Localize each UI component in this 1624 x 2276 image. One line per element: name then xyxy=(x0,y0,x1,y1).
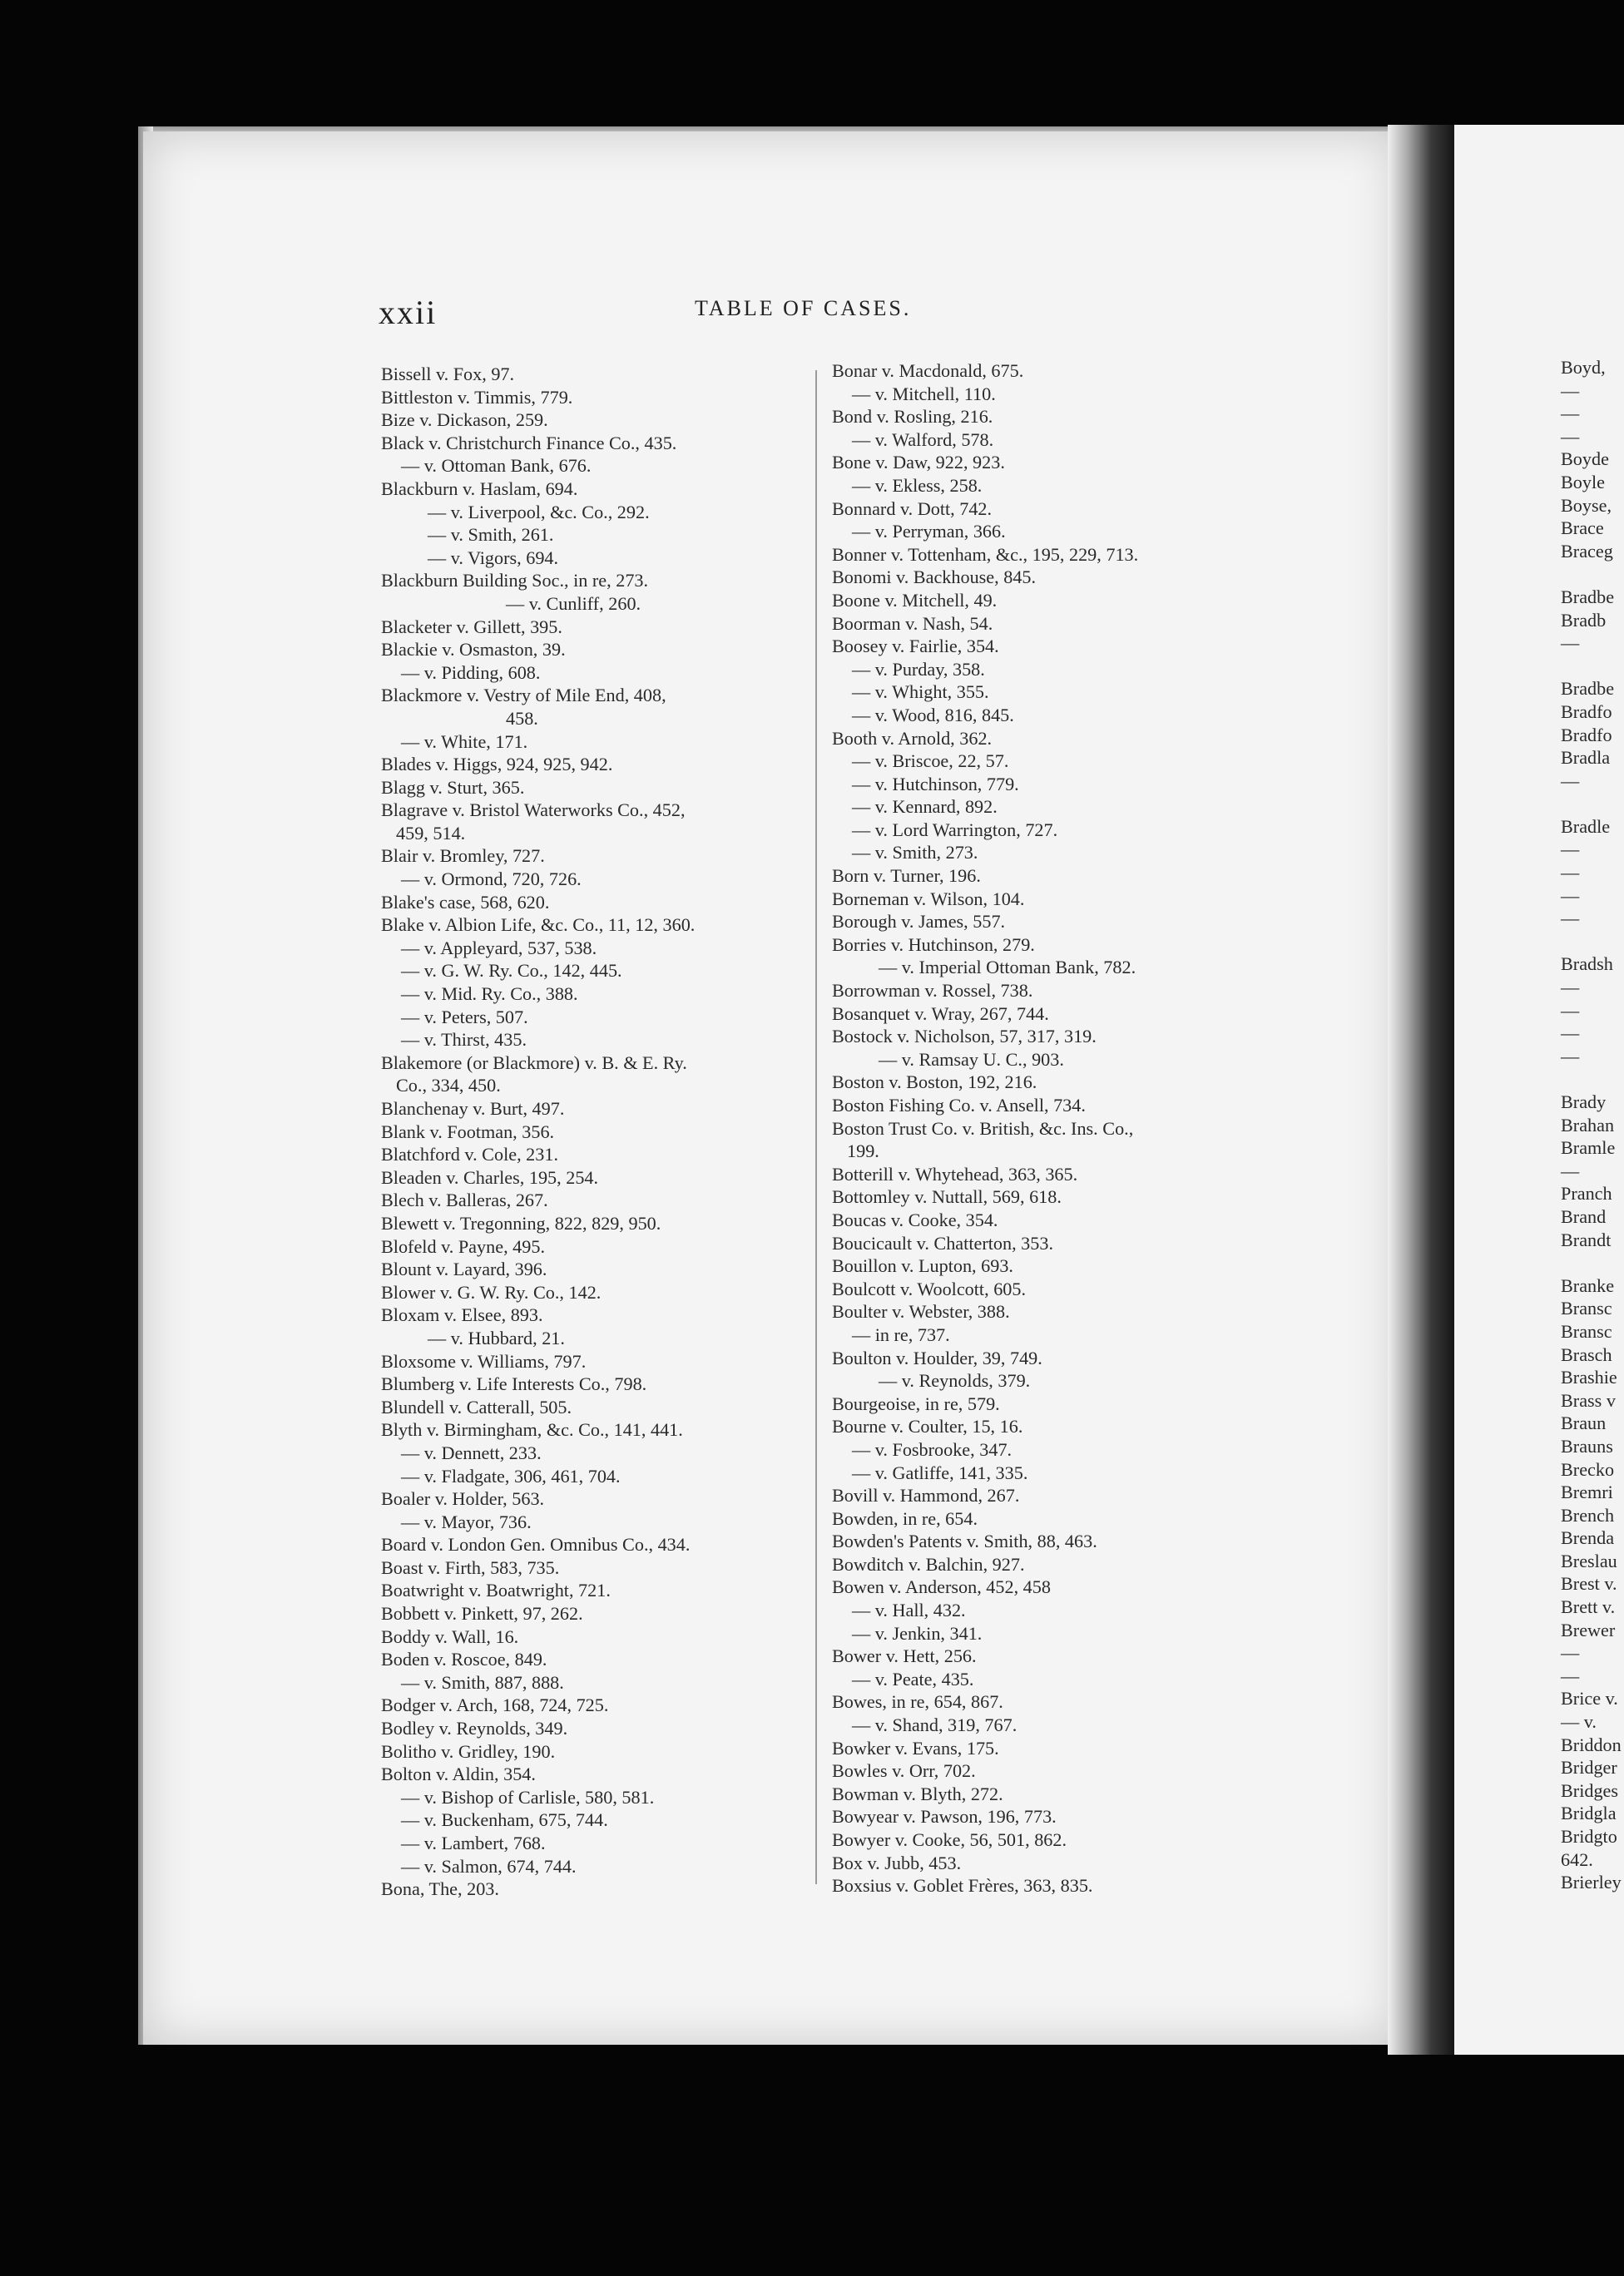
case-entry: — v. Purday, 358. xyxy=(852,658,985,680)
next-page-entry: Brasch xyxy=(1561,1343,1612,1365)
next-page-entry xyxy=(1561,792,1624,815)
case-entry: — v. Ottoman Bank, 676. xyxy=(401,455,592,477)
case-entry: Bowles v. Orr, 702. xyxy=(832,1760,976,1782)
case-entry: Boulter v. Webster, 388. xyxy=(832,1301,1010,1323)
next-page-entry: Bransc xyxy=(1561,1298,1612,1319)
case-entry: Bissell v. Fox, 97. xyxy=(381,364,515,384)
case-entry: — v. Ormond, 720, 726. xyxy=(401,868,582,890)
case-entry: — v. Reynolds, 379. xyxy=(879,1370,1031,1392)
case-entry: — v. Vigors, 694. xyxy=(428,547,559,568)
case-entry: — v. Whight, 355. xyxy=(852,681,989,703)
next-page-entry xyxy=(1561,1067,1624,1091)
case-entry: Blackburn Building Soc., in re, 273. xyxy=(381,570,649,591)
case-entry: — v. Smith, 261. xyxy=(428,524,554,546)
next-page-entry: — xyxy=(1561,908,1580,929)
case-entry: 459, 514. xyxy=(396,822,466,844)
next-page-entry: Bradla xyxy=(1561,747,1611,769)
case-entry: Boatwright v. Boatwright, 721. xyxy=(381,1580,611,1601)
case-entry: — v. Buckenham, 675, 744. xyxy=(401,1809,608,1831)
case-entry: Boucicault v. Chatterton, 353. xyxy=(832,1232,1053,1254)
right-column xyxy=(832,359,1281,1897)
next-page-entry: — xyxy=(1561,403,1580,424)
case-entry: Borrowman v. Rossel, 738. xyxy=(832,980,1033,1002)
next-page-entry: Bridgto xyxy=(1561,1826,1617,1847)
next-page-entry: Breslau xyxy=(1561,1550,1617,1571)
case-entry: Bowen v. Anderson, 452, 458 xyxy=(832,1576,1051,1598)
next-page-entry: Boyde xyxy=(1561,448,1609,470)
next-page-entry: — xyxy=(1561,1642,1580,1664)
next-page-entry: Brashie xyxy=(1561,1367,1617,1388)
case-entry: Bostock v. Nicholson, 57, 317, 319. xyxy=(832,1026,1097,1047)
case-entry: Blacketer v. Gillett, 395. xyxy=(381,616,562,637)
case-entry: Boucas v. Cooke, 354. xyxy=(832,1209,998,1230)
case-entry: Bowden's Patents v. Smith, 88, 463. xyxy=(832,1531,1097,1552)
case-entry: Booth v. Arnold, 362. xyxy=(832,727,993,749)
case-entry: Boorman v. Nash, 54. xyxy=(832,612,993,634)
case-entry: Black v. Christchurch Finance Co., 435. xyxy=(381,432,677,453)
case-entry: Bourne v. Coulter, 15, 16. xyxy=(832,1416,1023,1437)
case-entry: Boast v. Firth, 583, 735. xyxy=(381,1556,560,1578)
next-page-entry: Brett v. xyxy=(1561,1596,1616,1618)
next-page-entry: Bremri xyxy=(1561,1482,1613,1503)
next-page-entry: — xyxy=(1561,632,1580,654)
case-entry: — v. Appleyard, 537, 538. xyxy=(401,937,597,958)
case-entry: Bower v. Hett, 256. xyxy=(832,1645,977,1667)
case-entry: Blanchenay v. Burt, 497. xyxy=(381,1098,565,1119)
case-entry: Bona, The, 203. xyxy=(381,1878,499,1900)
case-entry: — v. White, 171. xyxy=(401,730,528,752)
case-entry: Blagg v. Sturt, 365. xyxy=(381,776,525,798)
case-entry: Blake v. Albion Life, &c. Co., 11, 12, 360. xyxy=(381,914,696,936)
case-entry: Blakemore (or Blackmore) v. B. & E. Ry. xyxy=(381,1051,687,1073)
case-entry: — v. Hubbard, 21. xyxy=(428,1327,565,1348)
case-entry: Blank v. Footman, 356. xyxy=(381,1121,555,1142)
case-entry: Bowyer v. Cooke, 56, 501, 862. xyxy=(832,1829,1067,1850)
case-entry: — v. Ramsay U. C., 903. xyxy=(879,1048,1064,1070)
case-entry: Blair v. Bromley, 727. xyxy=(381,845,545,867)
case-entry: Blount v. Layard, 396. xyxy=(381,1259,547,1280)
next-page-entry: Brewer xyxy=(1561,1619,1616,1640)
case-entry: Bourgeoise, in re, 579. xyxy=(832,1393,1000,1414)
next-page-entry: Bradfo xyxy=(1561,700,1612,722)
next-page-entry: Brenda xyxy=(1561,1527,1615,1549)
next-page-entry: Brench xyxy=(1561,1504,1615,1526)
case-entry: — v. Fosbrooke, 347. xyxy=(852,1438,1013,1460)
case-entry: Bodger v. Arch, 168, 724, 725. xyxy=(381,1695,609,1716)
next-page-entry: Brady xyxy=(1561,1091,1607,1112)
case-entry: — v. Hutchinson, 779. xyxy=(852,773,1019,794)
case-entry: Bittleston v. Timmis, 779. xyxy=(381,386,573,408)
next-page-entry: — xyxy=(1561,839,1580,860)
case-entry: — v. Smith, 273. xyxy=(852,842,978,863)
case-entry: — v. G. W. Ry. Co., 142, 445. xyxy=(401,960,622,982)
case-entry: Blake's case, 568, 620. xyxy=(381,891,550,913)
case-entry: Blackburn v. Haslam, 694. xyxy=(381,477,578,499)
next-page-entry: Brice v. xyxy=(1561,1688,1618,1709)
case-entry: — v. Peters, 507. xyxy=(401,1006,528,1027)
case-entry: Blades v. Higgs, 924, 925, 942. xyxy=(381,754,613,775)
next-page-entry xyxy=(1561,655,1624,678)
case-entry: — in re, 737. xyxy=(852,1324,950,1345)
case-entry: Blumberg v. Life Interests Co., 798. xyxy=(381,1373,647,1395)
next-page-entry: Brest v. xyxy=(1561,1573,1617,1595)
case-entry: Blower v. G. W. Ry. Co., 142. xyxy=(381,1281,602,1303)
next-page-entry: — xyxy=(1561,999,1580,1021)
next-page-column xyxy=(1561,356,1624,1894)
case-entry: — v. Imperial Ottoman Bank, 782. xyxy=(879,957,1136,978)
case-entry: Bottomley v. Nuttall, 569, 618. xyxy=(832,1186,1062,1208)
case-entry: — v. Ekless, 258. xyxy=(852,474,983,496)
case-entry: Bolton v. Aldin, 354. xyxy=(381,1764,536,1785)
case-entry: — v. Shand, 319, 767. xyxy=(852,1714,1017,1736)
case-entry: Boston v. Boston, 192, 216. xyxy=(832,1071,1037,1093)
next-page-entry: — xyxy=(1561,1022,1580,1044)
next-page-entry: Bramle xyxy=(1561,1137,1616,1159)
case-entry: Bodley v. Reynolds, 349. xyxy=(381,1718,568,1739)
case-entry: Bowden, in re, 654. xyxy=(832,1507,978,1529)
case-entry: Bosanquet v. Wray, 267, 744. xyxy=(832,1002,1049,1024)
next-page-entry: Brahan xyxy=(1561,1114,1615,1136)
case-entry: — v. Hall, 432. xyxy=(852,1600,966,1621)
case-entry: Bowker v. Evans, 175. xyxy=(832,1737,999,1759)
case-entry: Bond v. Rosling, 216. xyxy=(832,406,993,428)
case-entry: — v. Kennard, 892. xyxy=(852,796,998,818)
next-page-entry: Braun xyxy=(1561,1413,1607,1434)
next-page-entry: Brace xyxy=(1561,517,1604,539)
next-page-entry: 642. xyxy=(1561,1848,1593,1870)
case-entry: Botterill v. Whytehead, 363, 365. xyxy=(832,1163,1078,1185)
next-page-entry: Bradbe xyxy=(1561,678,1615,700)
case-entry: Boddy v. Wall, 16. xyxy=(381,1625,519,1647)
next-page-entry: Brand xyxy=(1561,1205,1607,1227)
next-page-entry: Bridgla xyxy=(1561,1803,1617,1824)
case-entry: Boulcott v. Woolcott, 605. xyxy=(832,1278,1027,1299)
case-entry: — v. Smith, 887, 888. xyxy=(401,1671,564,1693)
next-page-entry: Bradb xyxy=(1561,609,1607,631)
case-entry: Boosey v. Fairlie, 354. xyxy=(832,636,999,657)
case-entry: — v. Lambert, 768. xyxy=(401,1833,546,1853)
next-page-entry: Bradbe xyxy=(1561,586,1615,607)
next-page-entry xyxy=(1561,930,1624,953)
case-entry: Blewett v. Tregonning, 822, 829, 950. xyxy=(381,1212,661,1234)
case-entry: Bonner v. Tottenham, &c., 195, 229, 713. xyxy=(832,543,1139,565)
next-page-entry: — v. xyxy=(1561,1711,1597,1733)
case-entry: 199. xyxy=(847,1140,879,1162)
case-entry: Borries v. Hutchinson, 279. xyxy=(832,933,1035,955)
case-entry: — v. Liverpool, &c. Co., 292. xyxy=(428,501,650,522)
case-entry: Bone v. Daw, 922, 923. xyxy=(832,452,1005,473)
case-entry: Blundell v. Catterall, 505. xyxy=(381,1396,572,1418)
case-entry: Borough v. James, 557. xyxy=(832,911,1006,933)
next-page-entry: Bridges xyxy=(1561,1779,1619,1801)
next-page-entry: — xyxy=(1561,862,1580,883)
next-page-entry: Brecko xyxy=(1561,1458,1615,1480)
case-entry: — v. Mitchell, 110. xyxy=(852,383,996,404)
case-entry: — v. Fladgate, 306, 461, 704. xyxy=(401,1465,621,1487)
case-entry: — v. Salmon, 674, 744. xyxy=(401,1855,577,1877)
next-page-entry: — xyxy=(1561,1045,1580,1066)
case-entry: Boulton v. Houlder, 39, 749. xyxy=(832,1347,1042,1368)
case-entry: — v. Cunliff, 260. xyxy=(506,592,641,614)
case-entry: Boaler v. Holder, 563. xyxy=(381,1488,545,1510)
page-title: TABLE OF CASES. xyxy=(695,296,912,320)
case-entry: — v. Wood, 816, 845. xyxy=(852,704,1014,725)
case-entry: Boden v. Roscoe, 849. xyxy=(381,1649,547,1670)
case-entry: Bowyear v. Pawson, 196, 773. xyxy=(832,1806,1057,1828)
case-entry: Bonar v. Macdonald, 675. xyxy=(832,360,1024,381)
case-entry: — v. Walford, 578. xyxy=(852,428,994,450)
case-entry: — v. Gatliffe, 141, 335. xyxy=(852,1462,1028,1483)
case-entry: — v. Bishop of Carlisle, 580, 581. xyxy=(401,1786,655,1808)
next-page-entry: Branke xyxy=(1561,1274,1615,1296)
case-entry: Blofeld v. Payne, 495. xyxy=(381,1235,545,1257)
case-entry: Box v. Jubb, 453. xyxy=(832,1852,962,1873)
case-entry: Board v. London Gen. Omnibus Co., 434. xyxy=(381,1534,691,1556)
case-entry: Co., 334, 450. xyxy=(396,1075,501,1096)
next-page-entry: Brierley xyxy=(1561,1872,1622,1893)
case-entry: Blagrave v. Bristol Waterworks Co., 452, xyxy=(381,799,686,821)
next-page-entry: Brass v xyxy=(1561,1389,1616,1411)
case-entry: Bleaden v. Charles, 195, 254. xyxy=(381,1166,599,1188)
case-entry: 458. xyxy=(506,707,538,729)
next-page-entry: Bridger xyxy=(1561,1757,1617,1779)
case-entry: Boston Fishing Co. v. Ansell, 734. xyxy=(832,1095,1086,1116)
case-entry: Bloxam v. Elsee, 893. xyxy=(381,1304,543,1326)
case-entry: — v. Perryman, 366. xyxy=(852,521,1006,542)
next-page-entry: Bradfo xyxy=(1561,724,1612,745)
next-page-entry: — xyxy=(1561,379,1580,401)
next-page-entry: — xyxy=(1561,977,1580,998)
case-entry: Bize v. Dickason, 259. xyxy=(381,409,548,431)
next-page-entry: Brauns xyxy=(1561,1435,1613,1457)
next-page-entry: Boyle xyxy=(1561,471,1605,492)
case-entry: Bobbett v. Pinkett, 97, 262. xyxy=(381,1603,583,1625)
case-entry: Bowes, in re, 654, 867. xyxy=(832,1691,1003,1713)
case-entry: Bonnard v. Dott, 742. xyxy=(832,497,993,519)
case-entry: — v. Mayor, 736. xyxy=(401,1511,532,1532)
case-entry: Boone v. Mitchell, 49. xyxy=(832,589,998,611)
case-entry: Bouillon v. Lupton, 693. xyxy=(832,1255,1013,1277)
next-page-entry: — xyxy=(1561,425,1580,447)
next-page-entry: — xyxy=(1561,884,1580,906)
case-entry: Blackie v. Osmaston, 39. xyxy=(381,639,566,661)
case-entry: — v. Peate, 435. xyxy=(852,1668,974,1690)
next-page-entry xyxy=(1561,1251,1624,1274)
next-page-entry xyxy=(1561,562,1624,586)
case-entry: Born v. Turner, 196. xyxy=(832,865,981,887)
next-page-entry: Bradle xyxy=(1561,815,1611,837)
next-page-entry: Boyse, xyxy=(1561,494,1612,516)
case-entry: Borneman v. Wilson, 104. xyxy=(832,888,1025,909)
case-entry: Blatchford v. Cole, 231. xyxy=(381,1144,559,1165)
next-page-entry: Brandt xyxy=(1561,1229,1612,1250)
case-entry: Boxsius v. Goblet Frères, 363, 835. xyxy=(832,1875,1093,1897)
case-entry: Blech v. Balleras, 267. xyxy=(381,1190,548,1211)
case-entry: — v. Lord Warrington, 727. xyxy=(852,819,1058,840)
case-entry: Bowditch v. Balchin, 927. xyxy=(832,1553,1025,1575)
case-entry: Blackmore v. Vestry of Mile End, 408, xyxy=(381,685,666,706)
case-entry: Bovill v. Hammond, 267. xyxy=(832,1485,1020,1507)
book-gutter xyxy=(1388,125,1454,2055)
next-page-entry: Braceg xyxy=(1561,540,1613,562)
case-entry: — v. Thirst, 435. xyxy=(401,1029,527,1051)
case-entry: — v. Briscoe, 22, 57. xyxy=(852,750,1009,772)
left-column xyxy=(381,363,814,1901)
case-entry: Bowman v. Blyth, 272. xyxy=(832,1783,1003,1804)
next-page-entry: Briddon xyxy=(1561,1734,1622,1755)
next-page-entry: Bransc xyxy=(1561,1320,1612,1342)
case-entry: Boston Trust Co. v. British, &c. Ins. Co., xyxy=(832,1117,1134,1139)
case-entry: Blyth v. Birmingham, &c. Co., 141, 441. xyxy=(381,1419,683,1441)
case-entry: Bonomi v. Backhouse, 845. xyxy=(832,567,1037,588)
case-entry: Bloxsome v. Williams, 797. xyxy=(381,1350,587,1372)
case-entry: — v. Mid. Ry. Co., 388. xyxy=(401,983,578,1005)
column-divider xyxy=(815,370,817,1884)
next-page-entry: — xyxy=(1561,1665,1580,1686)
next-page-entry: Boyd, xyxy=(1561,357,1606,378)
case-entry: — v. Jenkin, 341. xyxy=(852,1622,983,1644)
case-entry: Bolitho v. Gridley, 190. xyxy=(381,1740,556,1762)
next-page-entry: Bradsh xyxy=(1561,953,1613,975)
next-page-entry: — xyxy=(1561,769,1580,791)
case-entry: — v. Dennett, 233. xyxy=(401,1442,542,1463)
next-page-entry: — xyxy=(1561,1160,1580,1181)
page-number: xxii xyxy=(379,294,438,331)
case-entry: — v. Pidding, 608. xyxy=(401,661,541,683)
next-page-entry: Pranch xyxy=(1561,1183,1612,1205)
